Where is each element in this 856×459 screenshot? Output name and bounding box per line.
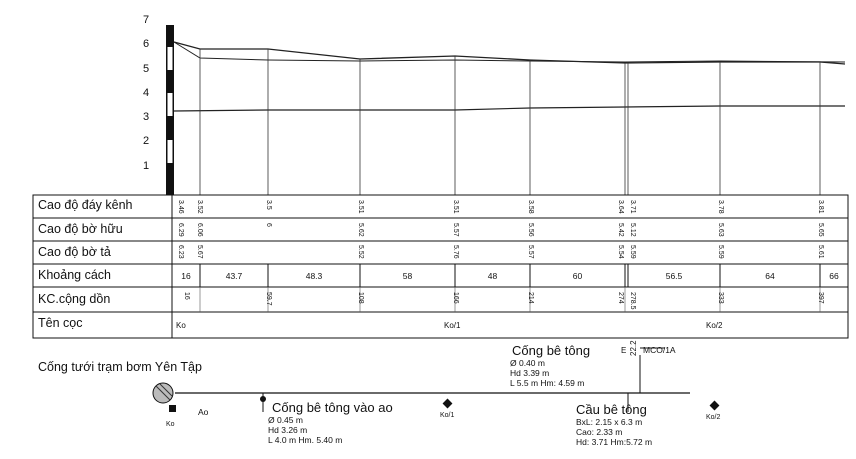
bottom-elev-value: 3.64 xyxy=(617,200,624,214)
bottom-elev-value: 3.52 xyxy=(196,200,203,214)
cumulative-distance: 333 xyxy=(717,292,724,304)
bottom-elev-value: 3.51 xyxy=(452,200,459,214)
data-table-grid xyxy=(33,195,848,338)
segment-distance: 48.3 xyxy=(305,271,323,281)
ko1-marker xyxy=(443,399,453,409)
cumulative-distance: 278.5 xyxy=(629,292,636,310)
bottom-elev-value: 3.81 xyxy=(817,200,824,214)
pond-culvert-note xyxy=(268,400,393,445)
right-bank-value: 6.06 xyxy=(196,223,203,237)
station-name: Ko/1 xyxy=(444,321,461,330)
culvert-line: Ø 0.40 m xyxy=(510,358,545,368)
ko-label: Ko xyxy=(166,421,175,428)
culvert-side-e: E xyxy=(621,346,627,355)
y-tick: 1 xyxy=(143,160,150,172)
right-bank-value: 5.42 xyxy=(617,223,624,237)
bridge-title: Cầu bê tông xyxy=(576,402,647,417)
cumulative-distance: 397 xyxy=(817,292,824,304)
right-bank-value: 6.29 xyxy=(177,223,184,237)
station-name: Ko xyxy=(176,321,186,330)
row-label-left-bank: Cao độ bờ tả xyxy=(38,245,111,259)
row-label-cumulative: KC.cộng dồn xyxy=(38,292,111,306)
left-bank-value: 5.54 xyxy=(617,245,624,259)
segment-distance: 43.7 xyxy=(225,271,243,281)
segment-distance: 64 xyxy=(765,271,775,281)
y-tick: 6 xyxy=(143,38,150,50)
row-label-bottom: Cao độ đáy kênh xyxy=(38,198,133,212)
plan-title: Cống tưới trạm bơm Yên Tập xyxy=(38,360,202,374)
bottom-elev-value: 3.5 xyxy=(265,200,272,210)
cumulative-distance: 108 xyxy=(357,292,364,304)
culvert-side-value: 22.2 xyxy=(629,340,638,356)
right-bank-value: 5.56 xyxy=(527,223,534,237)
culvert-title: Cống bê tông xyxy=(512,343,591,358)
y-tick: 7 xyxy=(143,14,150,26)
cumulative-distance: 166 xyxy=(452,292,459,304)
bridge-note xyxy=(576,402,652,447)
segment-distance: 56.5 xyxy=(665,271,683,281)
left-bank-value: 5.61 xyxy=(817,245,824,259)
left-bank-value: 5.67 xyxy=(196,245,203,259)
segment-distance: 58 xyxy=(402,271,413,281)
bottom-elev-value: 3.51 xyxy=(357,200,364,214)
left-bank-value: 5.52 xyxy=(357,245,364,259)
ko2-marker xyxy=(710,401,720,411)
bottom-elev-value: 3.71 xyxy=(629,200,636,214)
culvert-note xyxy=(512,343,590,388)
right-bank-value: 6 xyxy=(265,223,272,227)
right-bank-value: 5.62 xyxy=(357,223,364,237)
ao-label: Ao xyxy=(198,407,209,417)
pond-culvert-line: Hd 3.26 m xyxy=(268,425,308,435)
ko2-label: Ko/2 xyxy=(706,414,721,421)
y-tick: 4 xyxy=(143,87,150,99)
segment-distance: 16 xyxy=(181,271,191,281)
segment-distance: 60 xyxy=(572,271,583,281)
y-tick: 3 xyxy=(143,111,150,123)
cumulative-distance: 16 xyxy=(183,292,190,300)
ko1-label: Ko/1 xyxy=(440,412,455,419)
pond-culvert-title: Cống bê tông vào ao xyxy=(272,400,393,415)
culvert-line: Hd 3.39 m xyxy=(510,368,550,378)
right-bank-value: 5.57 xyxy=(452,223,459,237)
cumulative-distance: 274 xyxy=(617,292,624,304)
row-label-distance: Khoảng cách xyxy=(38,268,111,282)
left-bank-value: 5.59 xyxy=(629,245,636,259)
pond-culvert-line: L 4.0 m Hm. 5.40 m xyxy=(268,435,343,445)
y-tick: 5 xyxy=(143,63,150,75)
left-bank-value: 6.23 xyxy=(177,245,184,259)
bridge-line: Cao: 2.33 m xyxy=(576,427,623,437)
bottom-elev-value: 3.78 xyxy=(717,200,724,214)
y-tick: 2 xyxy=(143,135,150,147)
left-bank-value: 5.76 xyxy=(452,245,459,259)
cumulative-distance: 59.7 xyxy=(265,292,272,306)
culvert-mark: MCO/1A xyxy=(643,345,676,355)
right-bank-value: 5.65 xyxy=(817,223,824,237)
bottom-elev-value: 3.46 xyxy=(177,200,184,214)
bottom-elev-value: 3.58 xyxy=(527,200,534,214)
segment-distance: 48 xyxy=(487,271,498,281)
segment-distance: 66 xyxy=(829,271,839,281)
right-bank-value: 5.63 xyxy=(717,223,724,237)
row-label-right-bank: Cao độ bờ hữu xyxy=(38,222,123,236)
row-label-station: Tên cọc xyxy=(38,316,83,330)
left-bank-value: 5.57 xyxy=(527,245,534,259)
cumulative-distance: 214 xyxy=(527,292,534,304)
bridge-line: Hd: 3.71 Hm:5.72 m xyxy=(576,437,653,447)
station-name: Ko/2 xyxy=(706,321,723,330)
pond-culvert-line: Ø 0.45 m xyxy=(268,415,303,425)
right-bank-value: 5.12 xyxy=(629,223,636,237)
culvert-line: L 5.5 m Hm: 4.59 m xyxy=(510,378,585,388)
ko-marker xyxy=(169,405,176,412)
bridge-line: BxL: 2.15 x 6.3 m xyxy=(576,417,643,427)
left-bank-value: 5.59 xyxy=(717,245,724,259)
canal-bottom-line xyxy=(174,106,845,111)
